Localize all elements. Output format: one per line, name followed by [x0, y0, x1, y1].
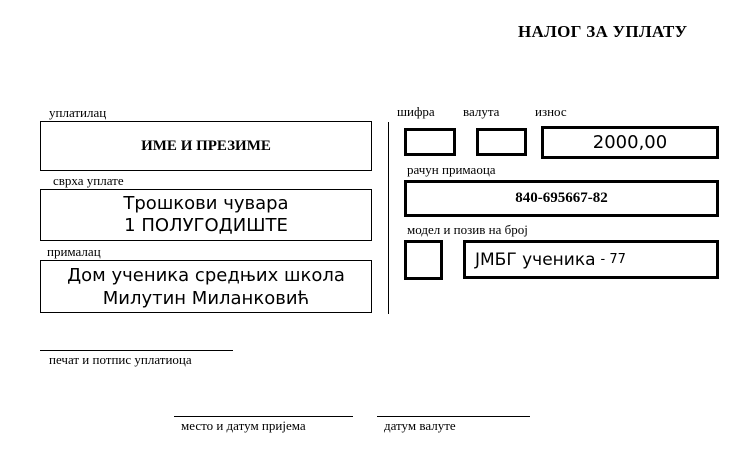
signature-label: печат и потпис уплатиоца [49, 352, 192, 367]
recipient-line-2: Милутин Миланковић [102, 287, 310, 309]
column-divider [388, 122, 389, 314]
amount-value: 2000,00 [592, 132, 668, 153]
place-date-line [174, 416, 353, 417]
reference-label: модел и позив на број [407, 222, 528, 237]
form-title: НАЛОГ ЗА УПЛАТУ [518, 22, 688, 41]
signature-line [40, 350, 233, 351]
reference-number-suffix: - 77 [600, 252, 626, 267]
recipient-label: прималац [47, 244, 101, 259]
place-date-label: место и датум пријема [181, 418, 306, 433]
code-field[interactable] [404, 128, 456, 156]
reference-number-field[interactable] [463, 240, 719, 279]
amount-label: износ [535, 104, 567, 119]
reference-number-text: ЈМБГ ученика [475, 249, 596, 270]
payer-value: ИМЕ И ПРЕЗИМЕ [141, 137, 271, 154]
recipient-line-1: Дом ученика средњих школа [67, 264, 345, 286]
purpose-line-2: 1 ПОЛУГОДИШТЕ [124, 215, 288, 236]
currency-label: валута [463, 104, 500, 119]
account-label: рачун примаоца [407, 162, 496, 177]
account-value: 840-695667-82 [515, 190, 608, 206]
value-date-label: датум валуте [384, 418, 456, 433]
value-date-line [377, 416, 530, 417]
recipient-field[interactable] [40, 260, 372, 313]
purpose-field[interactable] [40, 189, 372, 241]
account-field[interactable] [404, 180, 719, 217]
payer-field[interactable] [40, 121, 372, 171]
currency-field[interactable] [476, 128, 527, 156]
amount-field[interactable] [541, 126, 719, 159]
model-field[interactable] [404, 240, 443, 280]
purpose-line-1: Трошкови чувара [123, 193, 289, 214]
purpose-label: сврха уплате [53, 173, 124, 188]
payer-label: уплатилац [49, 105, 107, 120]
code-label: шифра [397, 104, 435, 119]
